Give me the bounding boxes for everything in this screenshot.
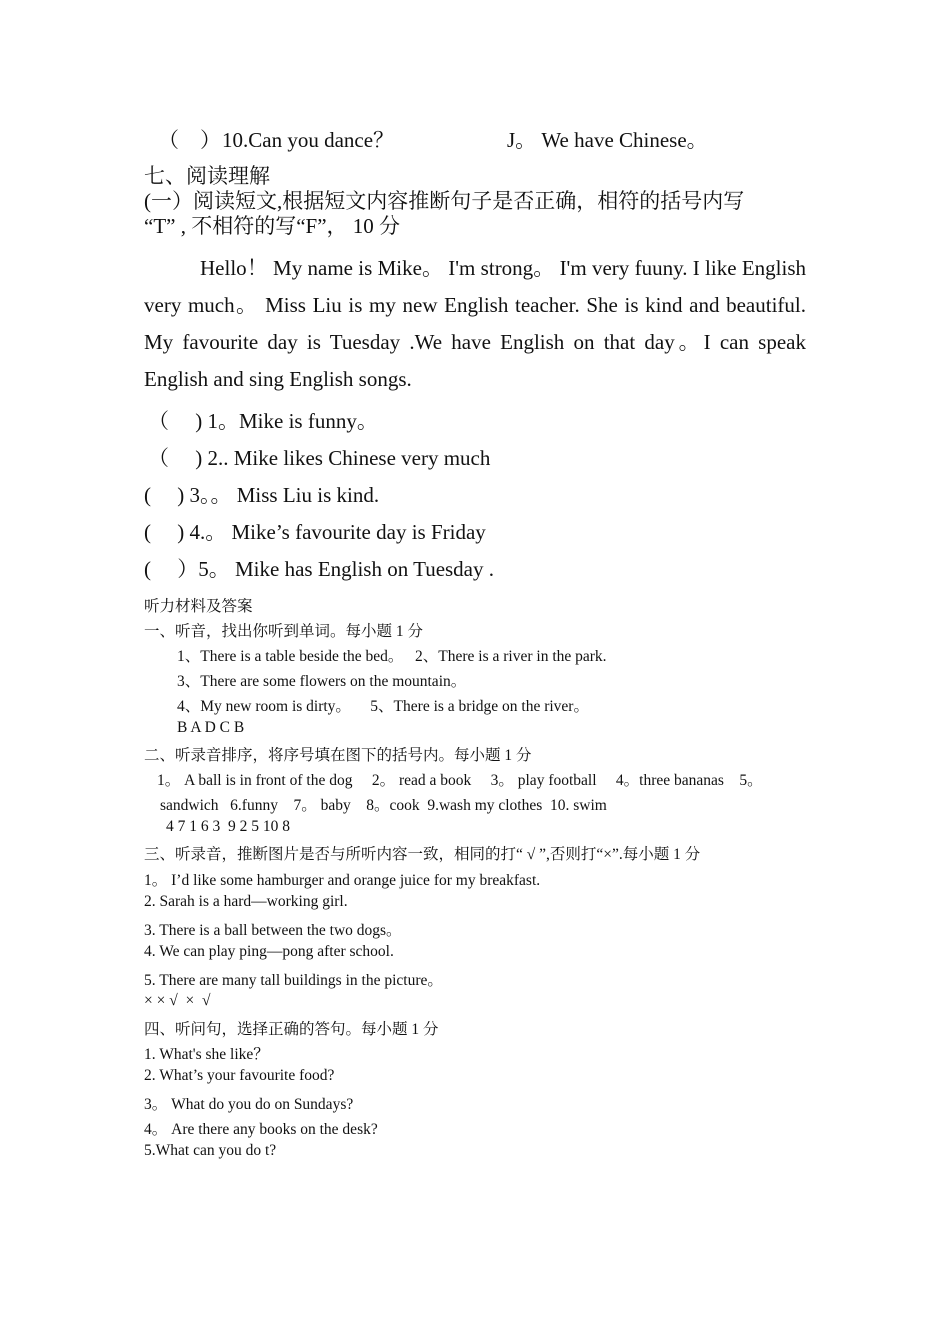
section-instruction-line1: (一）阅读短文,根据短文内容推断句子是否正确，相符的括号内写: [144, 189, 745, 213]
answer-paren: （ ）: [158, 128, 221, 152]
part1-line: 1、There is a table beside the bed。 2、There is a river in the park.: [177, 648, 607, 665]
part2-line: sandwich 6.funny 7。 baby 8。cook 9.wash my clothes 10. swim: [160, 797, 607, 814]
part3-line: 3. There is a ball between the two dogs。: [144, 922, 402, 939]
part2-title: 二、听录音排序，将序号填在图下的括号内。每小题 1 分: [144, 747, 532, 764]
part3-line: 2. Sarah is a hard—working girl.: [144, 893, 348, 910]
part4-line: 2. What’s your favourite food?: [144, 1067, 335, 1084]
part1-line: 4、My new room is dirty。 5、There is a bridge on the river。: [177, 698, 589, 715]
reading-passage: Hello！ My name is Mike。 I'm strong。 I'm very fuuny. I like English very much。 Miss Liu is my new English teacher. She is kind and beautiful. My favourite day is Tuesday .We have English on that day。I can speak English and sing English songs.: [144, 256, 806, 391]
section-title: 七、阅读理解: [144, 164, 270, 188]
judgement-item-4: ( ) 4.。 Mike’s favourite day is Friday: [144, 520, 486, 544]
part3-answers: × × √ × √: [144, 992, 211, 1009]
judgement-item-3: ( ) 3。。 Miss Liu is kind.: [144, 483, 380, 507]
option-j: J。 We have Chinese。: [507, 128, 708, 152]
part1-answers: B A D C B: [177, 719, 245, 736]
part4-line: 4。 Are there any books on the desk?: [144, 1121, 378, 1138]
section-instruction-line2: “T” , 不相符的写“F”， 10 分: [144, 214, 401, 238]
part1-title: 一、听音，找出你听到单词。每小题 1 分: [144, 623, 424, 640]
part3-line: 1。 I’d like some hamburger and orange juice for my breakfast.: [144, 872, 541, 889]
judgement-item-2: （ ) 2.. Mike likes Chinese very much: [148, 446, 491, 470]
part2-line: 1。 A ball is in front of the dog 2。 read a book 3。 play football 4。three bananas 5。: [157, 772, 763, 789]
part2-answers: 4 7 1 6 3 9 2 5 10 8: [166, 818, 290, 835]
question-10: 10.Can you dance？: [222, 128, 395, 152]
part3-title: 三、听录音，推断图片是否与所听内容一致，相同的打“ √ ”,否则打“×”.每小题 1 分: [144, 846, 701, 863]
part4-line: 5.What can you do t?: [144, 1142, 277, 1159]
judgement-item-5: ( ）5。 Mike has English on Tuesday .: [144, 557, 495, 581]
part4-title: 四、听问句，选择正确的答句。每小题 1 分: [144, 1021, 439, 1038]
part4-line: 3。 What do you do on Sundays?: [144, 1096, 354, 1113]
listening-title: 听力材料及答案: [144, 598, 253, 615]
part3-line: 5. There are many tall buildings in the picture。: [144, 972, 443, 989]
part4-line: 1. What's she like？: [144, 1046, 269, 1063]
judgement-item-1: （ ) 1。Mike is funny。: [148, 409, 378, 433]
part1-line: 3、There are some flowers on the mountain。: [177, 673, 467, 690]
part3-line: 4. We can play ping—pong after school.: [144, 943, 394, 960]
